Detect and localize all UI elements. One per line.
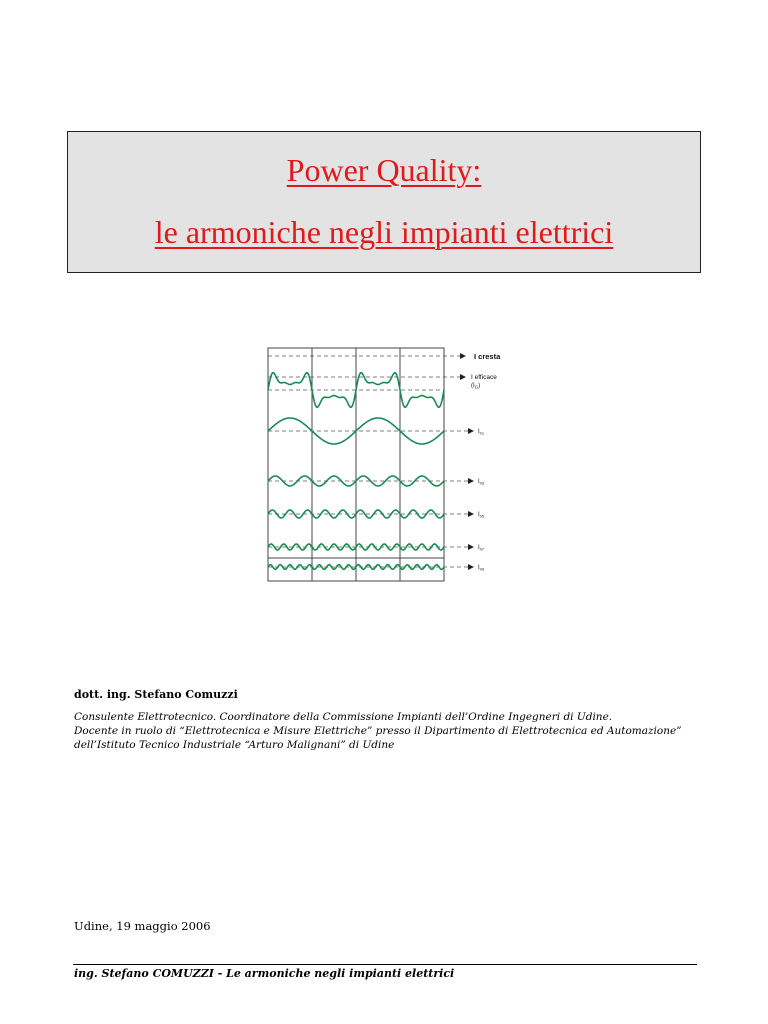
bio-line-2: Docente in ruolo di “Elettrotecnica e Misure Elettriche” presso il Dipartimento di Elettrotecnica ed Automazione” xyxy=(74,725,682,737)
harmonics-diagram xyxy=(262,343,512,588)
label-h9: $I_{h9}$ xyxy=(478,565,485,572)
page-footer: ing. Stefano COMUZZI - Le armoniche negli impianti elettrici xyxy=(74,967,455,980)
author-bio xyxy=(74,710,714,752)
label-h3: $I_{h3}$ xyxy=(478,479,485,486)
title-line-2: le armoniche negli impianti elettrici xyxy=(154,214,614,250)
label-crest: I cresta xyxy=(474,352,501,361)
label-h7: $I_{h7}$ xyxy=(478,545,485,552)
reference-lines xyxy=(268,356,468,567)
label-rms: I efficace xyxy=(471,374,497,381)
title-line-1: Power Quality: xyxy=(286,152,482,188)
title-box xyxy=(67,131,701,273)
harmonics-figure xyxy=(262,343,512,588)
bio-line-1: Consulente Elettrotecnico. Coordinatore della Commissione Impianti dell’Ordine Ingegneri di Udine. xyxy=(74,711,613,723)
label-rms-paren: $(I_G)$ xyxy=(471,383,481,390)
bio-line-3: dell’Istituto Tecnico Industriale “Arturo Malignani” di Udine xyxy=(74,739,395,751)
label-h1: $I_{h1}$ xyxy=(478,429,485,436)
author-name: dott. ing. Stefano Comuzzi xyxy=(74,688,238,701)
label-h5: $I_{h5}$ xyxy=(478,512,485,519)
document-date: Udine, 19 maggio 2006 xyxy=(74,919,211,933)
figure-labels xyxy=(471,352,501,572)
footer-divider xyxy=(73,964,697,965)
